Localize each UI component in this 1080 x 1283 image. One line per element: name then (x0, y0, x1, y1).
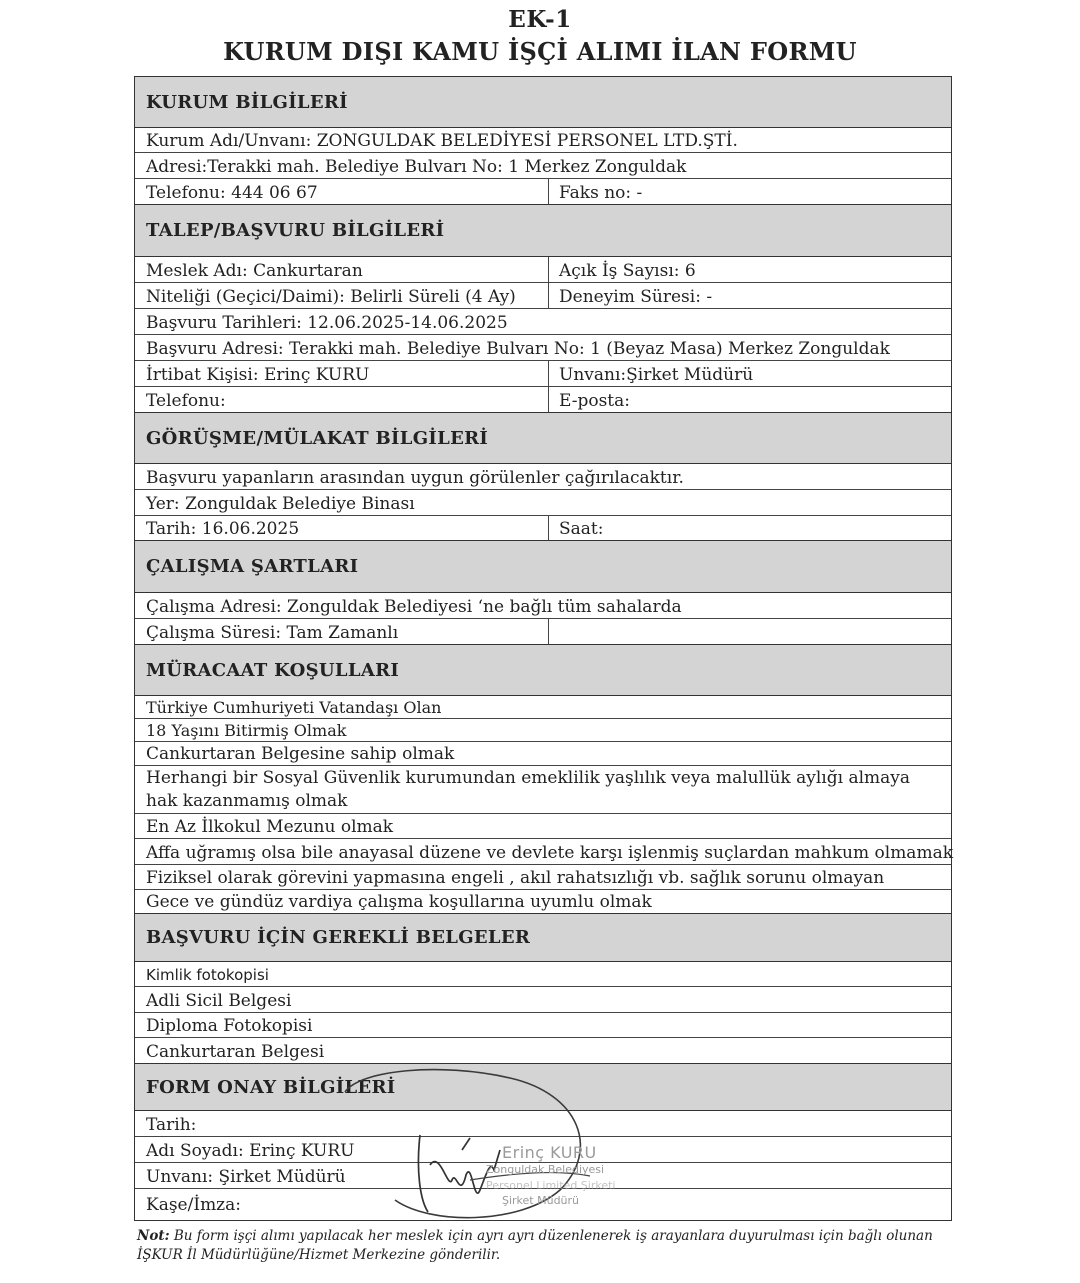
stamp-line-3: Şirket Müdürü (502, 1194, 580, 1207)
interview-time: Saat: (559, 519, 604, 539)
gorusme-row-3 (135, 516, 951, 541)
application-dates: Başvuru Tarihleri: 12.06.2025-14.06.2025 (146, 313, 508, 333)
interview-info: Başvuru yapanların arasından uygun görülenler çağırılacaktır. (146, 468, 684, 488)
document-item: Adli Sicil Belgesi (146, 991, 292, 1011)
condition-item: Affa uğramış olsa bile anayasal düzene ve devlete karşı işlenmiş suçlardan mahkum olmamak (146, 843, 954, 863)
condition-row (135, 696, 951, 719)
open-jobs: Açık İş Sayısı: 6 (559, 261, 696, 281)
onay-row (135, 1111, 951, 1137)
kurum-phone: Telefonu: 444 06 67 (135, 179, 549, 204)
experience: Deneyim Süresi: - (559, 287, 713, 307)
kurum-name: Kurum Adı/Unvanı: ZONGULDAK BELEDİYESİ PERSONEL LTD.ŞTİ. (146, 131, 738, 151)
footnote-text: Bu form işçi alımı yapılacak her meslek için ayrı ayrı düzenlenerek iş arayanlara duyurulması için bağlı olunan İŞKUR İl Müdürlüğüne/Hizmet Merkezine gönderilir. (137, 1228, 933, 1263)
kurum-address-row (135, 153, 951, 179)
interview-place: Yer: Zonguldak Belediye Binası (146, 494, 415, 514)
application-address: Başvuru Adresi: Terakki mah. Belediye Bulvarı No: 1 (Beyaz Masa) Merkez Zonguldak (146, 339, 890, 359)
document-row (135, 962, 951, 987)
condition-row (135, 814, 951, 839)
stamp-signature-label: Kaşe/İmza: (146, 1195, 242, 1215)
calisma-row-2 (135, 619, 951, 645)
condition-item: Fiziksel olarak görevini yapmasına engeli , akıl rahatsızlığı vb. sağlık sorunu olmayan (146, 868, 885, 888)
section-kurum-heading: KURUM BİLGİLERİ (135, 77, 951, 128)
condition-item: En Az İlkokul Mezunu olmak (146, 817, 394, 837)
document-item: Cankurtaran Belgesi (146, 1042, 325, 1062)
stamp-line-1: Zonguldak Belediyesi (486, 1163, 605, 1176)
onay-row (135, 1163, 951, 1189)
condition-row (135, 890, 951, 914)
job-nature: Niteliği (Geçici/Daimi): Belirli Süreli (4 Ay) (135, 283, 549, 308)
form-title: KURUM DIŞI KAMU İŞÇİ ALIMI İLAN FORMU (223, 37, 857, 66)
kurum-fax: Faks no: - (559, 183, 643, 203)
condition-row (135, 719, 951, 742)
talep-row-2 (135, 283, 951, 309)
document-row (135, 1038, 951, 1064)
condition-item: 18 Yaşını Bitirmiş Olmak (146, 721, 347, 740)
contact-title: Unvanı:Şirket Müdürü (559, 365, 754, 385)
document-item: Diploma Fotokopisi (146, 1016, 313, 1036)
footnote (137, 1227, 952, 1265)
condition-item: Gece ve gündüz vardiya çalışma koşullarına uyumlu olmak (146, 892, 652, 912)
work-address: Çalışma Adresi: Zonguldak Belediyesi ‘ne bağlı tüm sahalarda (146, 597, 682, 617)
talep-row-5 (135, 361, 951, 387)
section-muracaat-heading: MÜRACAAT KOŞULLARI (135, 645, 951, 696)
kurum-name-row (135, 128, 951, 153)
onay-row (135, 1189, 951, 1220)
condition-item: Türkiye Cumhuriyeti Vatandaşı Olan (146, 698, 442, 717)
footnote-label: Not: (137, 1228, 170, 1244)
talep-row-3 (135, 309, 951, 335)
gorusme-row-1 (135, 464, 951, 490)
document-row (135, 987, 951, 1013)
annex-label: EK-1 (508, 6, 572, 33)
gorusme-row-2 (135, 490, 951, 516)
section-gorusme-heading: GÖRÜŞME/MÜLAKAT BİLGİLERİ (135, 413, 951, 464)
contact-person: İrtibat Kişisi: Erinç KURU (135, 361, 549, 386)
contact-email: E-posta: (559, 391, 631, 411)
interview-date: Tarih: 16.06.2025 (135, 516, 549, 540)
calisma-row-1 (135, 593, 951, 619)
section-belgeler-heading: BAŞVURU İÇİN GEREKLİ BELGELER (135, 914, 951, 962)
talep-row-1 (135, 257, 951, 283)
condition-row (135, 865, 951, 890)
document-header (0, 4, 1080, 68)
occupation: Meslek Adı: Cankurtaran (135, 257, 549, 282)
section-calisma-heading: ÇALIŞMA ŞARTLARI (135, 541, 951, 593)
talep-row-6 (135, 387, 951, 413)
document-item: Kimlik fotokopisi (146, 966, 269, 984)
announcement-form (134, 76, 952, 1221)
onay-row (135, 1137, 951, 1163)
section-onay-heading: FORM ONAY BİLGİLERİ (135, 1064, 951, 1111)
approver-title: Unvanı: Şirket Müdürü (146, 1167, 346, 1187)
work-duration: Çalışma Süresi: Tam Zamanlı (135, 619, 549, 644)
stamp-name: Erinç KURU (502, 1143, 597, 1162)
approval-date: Tarih: (146, 1115, 197, 1135)
contact-phone: Telefonu: (135, 387, 549, 412)
condition-row (135, 766, 951, 814)
kurum-address: Adresi:Terakki mah. Belediye Bulvarı No: 1 Merkez Zonguldak (146, 157, 687, 177)
condition-row (135, 839, 954, 865)
section-talep-heading: TALEP/BAŞVURU BİLGİLERİ (135, 205, 951, 257)
condition-item: Herhangi bir Sosyal Güvenlik kurumundan emeklilik yaşlılık veya malullük aylığı almaya hak kazanmamış olmak (146, 768, 911, 811)
kurum-phone-row (135, 179, 951, 205)
condition-row (135, 742, 951, 766)
approver-name: Adı Soyadı: Erinç KURU (146, 1141, 355, 1161)
condition-item: Cankurtaran Belgesine sahip olmak (146, 744, 455, 764)
stamp-line-2: Personel Limited Şirketi (486, 1179, 616, 1192)
document-row (135, 1013, 951, 1038)
talep-row-4 (135, 335, 951, 361)
